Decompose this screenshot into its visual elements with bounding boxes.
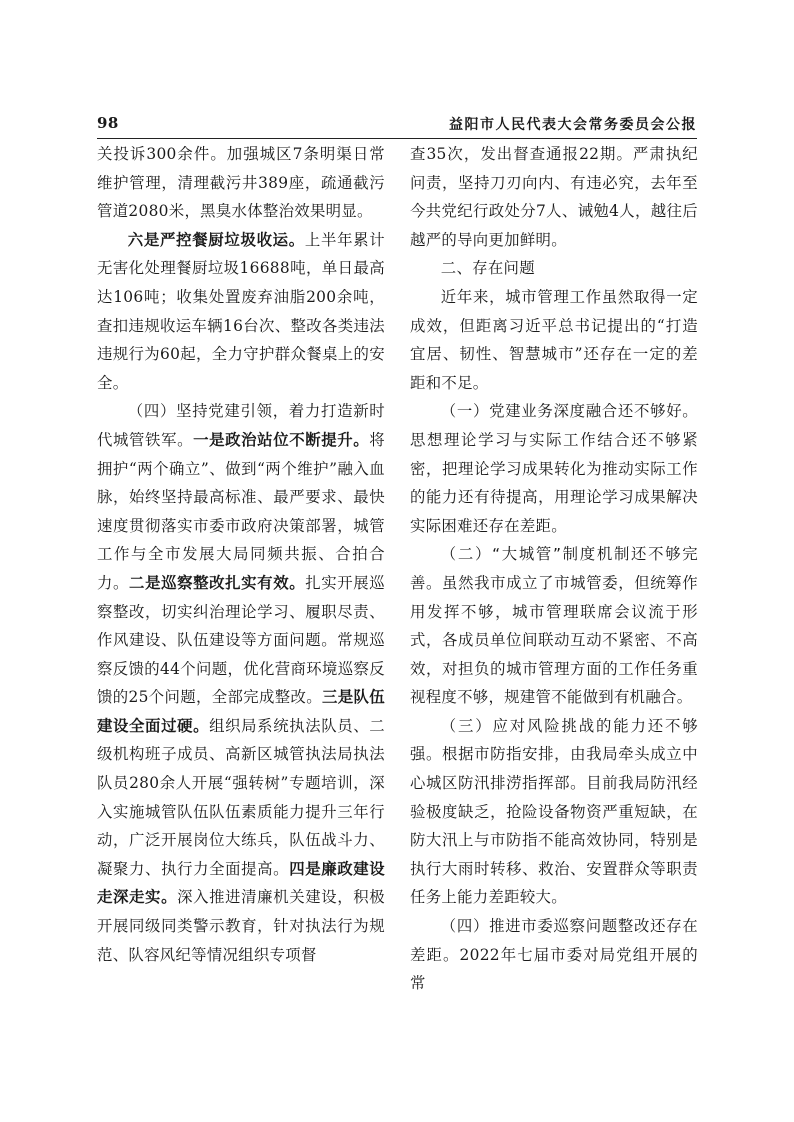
paragraph-body: 组织局系统执法队员、二级机构班子成员、高新区城管执法局执法队员280余人开展“强转树”专题培训，深入实施城管队伍队伍素质能力提升三年行动，广泛开展岗位大练兵，队伍战斗力、凝聚力、执行力全面提高。 xyxy=(97,716,385,878)
paragraph-continued: 关投诉300余件。加强城区7条明渠日常维护管理，清理截污井389座，疏通截污管道2080米，黑臭水体整治效果明显。 xyxy=(97,145,385,221)
paragraph-continued: 查35次，发出督查通报22期。严肃执纪问责，坚持刀刃向内、有违必究，去年至今共党纪行政处分7人、诫勉4人，越往后越严的导向更加鲜明。 xyxy=(410,145,698,249)
problem-heading: （四）推进市委巡察问题整改还存在差距。 xyxy=(410,917,698,964)
paragraph-body: 2022年七届市委对局党组开展的常 xyxy=(410,945,698,993)
problem-heading: （二）“大城管”制度机制还不够完善。 xyxy=(410,545,698,592)
paragraph-body: 扎实开展巡察整改，切实纠治理论学习、履职尽责、作风建设、队伍建设等方面问题。常规巡察反馈的44个问题，优化营商环境巡察反馈的25个问题，全部完成整改。 xyxy=(97,573,385,707)
paragraph-body: 思想理论学习与实际工作结合还不够紧密，把理论学习成果转化为推动实际工作的能力还有待提高，用理论学习成果解决实际困难还存在差距。 xyxy=(410,430,698,535)
paragraph-problem-4 xyxy=(410,912,698,998)
paragraph-body: 将拥护“两个确立”、做到“两个维护”融入血脉，始终坚持最高标准、最严要求、最快速度贯彻落实市委市政府决策部署，城管工作与全市发展大局同频共振、合拍合力。 xyxy=(97,430,385,592)
section-heading: 二、存在问题 xyxy=(440,259,535,278)
page-header xyxy=(97,112,697,139)
lead-phrase: 二是巡察整改扎实有效。 xyxy=(129,573,306,592)
paragraph-problem-3 xyxy=(410,712,698,912)
page-number: 98 xyxy=(97,114,119,132)
right-column xyxy=(410,140,698,998)
journal-title: 益阳市人民代表大会常务委员会公报 xyxy=(449,117,697,133)
lead-phrase: 六是严控餐厨垃圾收运。 xyxy=(127,230,305,249)
paragraph-intro: 近年来，城市管理工作虽然取得一定成效，但距离习近平总书记提出的“打造宜居、韧性、智慧城市”还存在一定的差距和不足。 xyxy=(410,287,698,392)
paragraph-body: 上半年累计无害化处理餐厨垃圾16688吨，单日最高达106吨；收集处置废弃油脂200余吨，查扣违规收运车辆16台次、整改各类违法违规行为60起，全力守护群众餐桌上的安全。 xyxy=(97,230,385,392)
paragraph-party-building xyxy=(97,397,385,969)
left-column xyxy=(97,140,385,969)
paragraph-problem-1 xyxy=(410,397,698,540)
problem-heading: （一）党建业务深度融合还不够好。 xyxy=(440,402,698,421)
lead-phrase: 三是队伍建设全面过硬。 xyxy=(97,688,385,735)
problem-heading: （三）应对风险挑战的能力还不够强。 xyxy=(410,716,698,764)
lead-phrase: 四是廉政建设走深走实。 xyxy=(97,859,385,907)
paragraph-body: 根据市防指安排，由我局牵头成立中心城区防汛排涝指挥部。目前我局防汛经验极度缺乏，抢险设备物资严重短缺，在防大汛上与市防指不能高效协同，特别是执行大雨时转移、救治、安置群众等职责任务上能力差距较大。 xyxy=(410,745,698,907)
paragraph-body: 虽然我市成立了市城管委，但统筹作用发挥不够，城市管理联席会议流于形式，各成员单位间联动互动不紧密、不高效，对担负的城市管理方面的工作任务重视程度不够，规建管不能做到有机融合。 xyxy=(410,573,698,707)
lead-phrase: 一是政治站位不断提升。 xyxy=(193,430,370,449)
paragraph-body: 深入推进清廉机关建设，积极开展同级同类警示教育，针对执法行为规范、队容风纪等情况组织专项督 xyxy=(97,888,385,964)
paragraph-problem-2 xyxy=(410,540,698,712)
section-subheading: （四）坚持党建引领，着力打造新时代城管铁军。 xyxy=(97,402,385,449)
paragraph-kitchen-waste xyxy=(97,226,385,398)
